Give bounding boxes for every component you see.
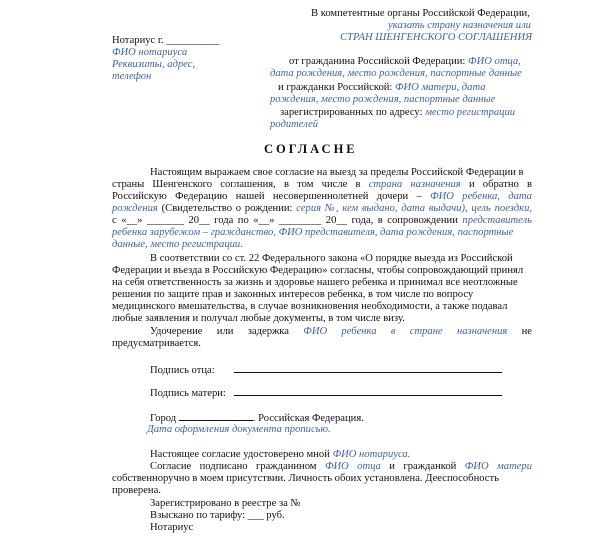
certified-label: Настоящее согласие удостоверено мной (150, 449, 330, 460)
destination-hint: страна назначения (368, 179, 461, 190)
p1-line-7: данные, место регистрации. (112, 239, 243, 250)
p2-line-5: медицинского вмешательства, в случае возникновения необходимости, а также подавал (112, 301, 508, 312)
document-title: СОГЛАСНЕ (264, 142, 358, 156)
and-citizen-label: и гражданки Российской: (278, 82, 393, 93)
mother-signature-line[interactable] (234, 384, 502, 396)
p1-line-5: с «__» _______ 20__ года по «__» ________ 20__ года, в сопровождении представитель (112, 215, 532, 226)
mother-signature-label: Подпись матери: (150, 388, 226, 399)
p3-line-2: предусматривается. (112, 338, 201, 349)
city-line (150, 411, 364, 425)
p1-line-6: ребенка зарубежом – гражданство, ФИО представителя, дата рождения, паспортные (112, 227, 514, 238)
certified-line (150, 449, 410, 461)
p2-line-3: на себя ответственность за жизнь и здоровье нашего ребенка и принимал все неотложные (112, 277, 518, 288)
recipient-line: В компетентные органы Российской Федерации, (311, 8, 530, 19)
registration-hint: место регистрации (425, 107, 516, 118)
registry-label: Зарегистрировано в реестре за № (150, 498, 301, 509)
birth-certificate-hint: серия №, кем выдано, дата выдачи), (296, 203, 468, 214)
recipient-hint: указать страну назначения или (388, 20, 531, 31)
p3-line-1: Удочерение или задержка ФИО ребенка в стране назначения не (150, 326, 532, 337)
city-suffix: . Российская Федерация. (252, 413, 364, 424)
signed-line-3: проверена. (112, 485, 161, 496)
trip-purpose-hint: цель поездки, (471, 203, 533, 214)
notary-label: Нотариус г. __________ (112, 35, 220, 46)
father-name-hint-2: ФИО отца (324, 461, 381, 472)
fee-label: Взыскано по тарифу: ___ руб. (150, 510, 285, 521)
city-blank[interactable] (179, 411, 253, 421)
city-label: Город (150, 413, 177, 424)
registered-line (280, 107, 515, 119)
signed-line-1: Согласие подписано гражданином ФИО отца и гражданкой ФИО матери (150, 461, 533, 472)
mother-details-hint: рождения, место рождения, паспортные данные (270, 94, 496, 105)
p1-line-4: рождения (Свидетельство о рождении: серия №, кем выдано, дата выдачи), цель поездки, (112, 203, 533, 214)
father-signature-label: Подпись отца: (150, 365, 215, 376)
from-citizen-line (289, 56, 521, 68)
p2-line-1: В соответствии со ст. 22 Федерального закона «О порядке выезда из Российской (150, 253, 513, 264)
father-name-hint: ФИО отца, (468, 56, 521, 67)
p1-line-2: страны Шенгенского соглашения, в том числе в страна назначения и обратно в (112, 179, 532, 190)
p1-line-1: Настоящим выражаем свое согласие на выезд за пределы Российской Федерации в (150, 167, 524, 178)
child-name-hint-2: ФИО ребенка (303, 326, 377, 337)
p2-line-6: любые заявления и получал любые документы, в том числе визу. (112, 313, 405, 324)
registration-hint-parents: родителей (270, 119, 319, 130)
from-citizen-label: от гражданина Российской Федерации: (289, 56, 466, 67)
p2-line-2: Федерации и въезда в Российскую Федерацию» согласны, чтобы сопровождающий принял (112, 265, 524, 276)
destination-hint-2: стране назначения (409, 326, 508, 337)
notary-signoff-label: Нотариус (150, 522, 194, 533)
father-signature-line[interactable] (234, 361, 502, 373)
document-date-hint: Дата оформления документа прописью. (147, 424, 331, 435)
representative-hint: представитель (462, 215, 532, 226)
p1-line-3: Российскую Федерацию нашей несовершеннолетней дочери – ФИО ребенка, дата (112, 191, 532, 202)
and-citizen-line (278, 82, 486, 94)
father-details-hint: дата рождения, место рождения, паспортные данные (270, 68, 522, 79)
child-name-hint: ФИО ребенка, дата (430, 191, 532, 202)
notary-details-hint: Реквизиты, адрес, (112, 59, 196, 70)
p2-line-4: решения по защите прав и законных интересов ребенка, в том числе по вопросу (112, 289, 474, 300)
registered-label: зарегистрированных по адресу: (280, 107, 423, 118)
certifying-notary-hint: ФИО нотариуса. (332, 449, 411, 460)
signed-line-2: собственноручно в моем присутствии. Личность обоих установлена. Дееспособность (112, 473, 499, 484)
notary-name-hint: ФИО нотариуса (112, 47, 188, 58)
mother-name-hint-2: ФИО матери (464, 461, 533, 472)
mother-name-hint: ФИО матери, дата (395, 82, 486, 93)
notary-phone-hint: телефон (112, 71, 152, 82)
recipient-hint-countries: СТРАН ШЕНГЕНСКОГО СОГЛАШЕНИЯ (340, 32, 533, 43)
